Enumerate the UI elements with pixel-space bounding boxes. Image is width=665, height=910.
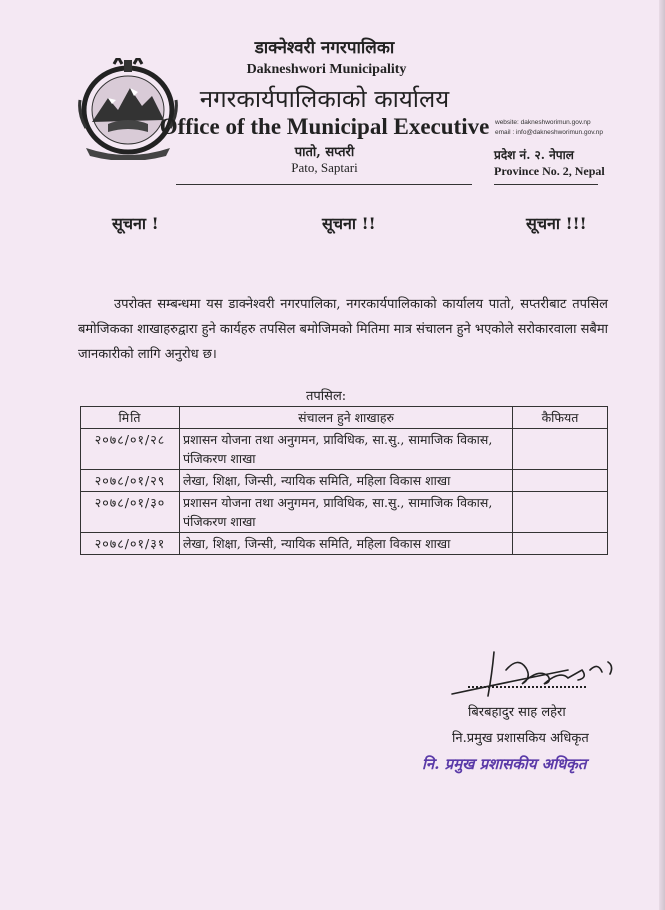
- row-branches: लेखा, शिक्षा, जिन्सी, न्यायिक समिति, महिला विकास शाखा: [180, 470, 513, 492]
- row-branches: प्रशासन योजना तथा अनुगमन, प्राविधिक, सा.सु., सामाजिक विकास, पंजिकरण शाखा: [180, 492, 513, 533]
- row-remarks: [513, 533, 608, 555]
- table-row: [81, 429, 608, 470]
- row-branches: लेखा, शिक्षा, जिन्सी, न्यायिक समिति, महिला विकास शाखा: [180, 533, 513, 555]
- column-header-remarks: कैफियत: [513, 407, 608, 429]
- signatory-title: नि.प्रमुख प्रशासकिय अधिकृत: [452, 731, 589, 746]
- column-header-date: मिति: [81, 407, 180, 429]
- website-text: website: dakneshworimun.gov.np: [495, 119, 591, 126]
- notice-heading-3: सूचना !!!: [526, 214, 587, 233]
- row-date: २०७८/०१/२९: [81, 470, 180, 492]
- handwritten-signature-icon: [448, 648, 623, 708]
- location-en: Pato, Saptari: [291, 160, 358, 175]
- municipality-name-en: Dakneshwori Municipality: [246, 62, 407, 77]
- schedule-title: तपसिल:: [306, 389, 347, 404]
- province-en: Province No. 2, Nepal: [494, 164, 605, 178]
- signatory-name: बिरबहादुर साह लहेरा: [468, 705, 566, 720]
- row-date: २०७८/०१/३१: [81, 533, 180, 555]
- row-remarks: [513, 429, 608, 470]
- email-text: email : info@dakneshworimun.gov.np: [495, 129, 604, 136]
- office-name-en: Office of the Municipal Executive: [159, 114, 490, 139]
- schedule-table: [80, 406, 608, 555]
- header-rule-left: [176, 184, 472, 185]
- municipality-name-np: डाक्नेश्वरी नगरपालिका: [254, 38, 395, 58]
- province-np: प्रदेश नं. २. नेपाल: [494, 148, 574, 162]
- row-remarks: [513, 492, 608, 533]
- table-row: [81, 533, 608, 555]
- column-header-branches: संचालन हुने शाखाहरु: [180, 407, 513, 429]
- row-remarks: [513, 470, 608, 492]
- office-name-np: नगरकार्यपालिकाको कार्यालय: [199, 85, 450, 113]
- header-rule-right: [494, 184, 598, 185]
- row-date: २०७८/०१/२८: [81, 429, 180, 470]
- table-row: [81, 492, 608, 533]
- table-header-row: [81, 407, 608, 429]
- official-stamp: नि. प्रमुख प्रशासकीय अधिकृत: [422, 755, 587, 773]
- notice-heading-1: सूचना !: [112, 214, 159, 233]
- row-date: २०७८/०१/३०: [81, 492, 180, 533]
- notice-heading-2: सूचना !!: [322, 214, 376, 233]
- row-branches: प्रशासन योजना तथा अनुगमन, प्राविधिक, सा.सु., सामाजिक विकास, पंजिकरण शाखा: [180, 429, 513, 470]
- signature-line: [468, 686, 586, 688]
- page-edge: [659, 0, 665, 910]
- location-np: पातो, सप्तरी: [294, 145, 355, 160]
- table-row: [81, 470, 608, 492]
- notice-body: उपरोक्त सम्बन्धमा यस डाक्नेश्वरी नगरपालिका, नगरकार्यपालिकाको कार्यालय पातो, सप्तरीबाट तपसिल बमोजिकका शाखाहरुद्वारा हुने कार्यहरु तपसिल बमोजिमको मितिमा मात्र संचालन हुने भएकोले सरोकारवाला सबैमा जानकारीको लागि अनुरोध छ।: [78, 297, 608, 362]
